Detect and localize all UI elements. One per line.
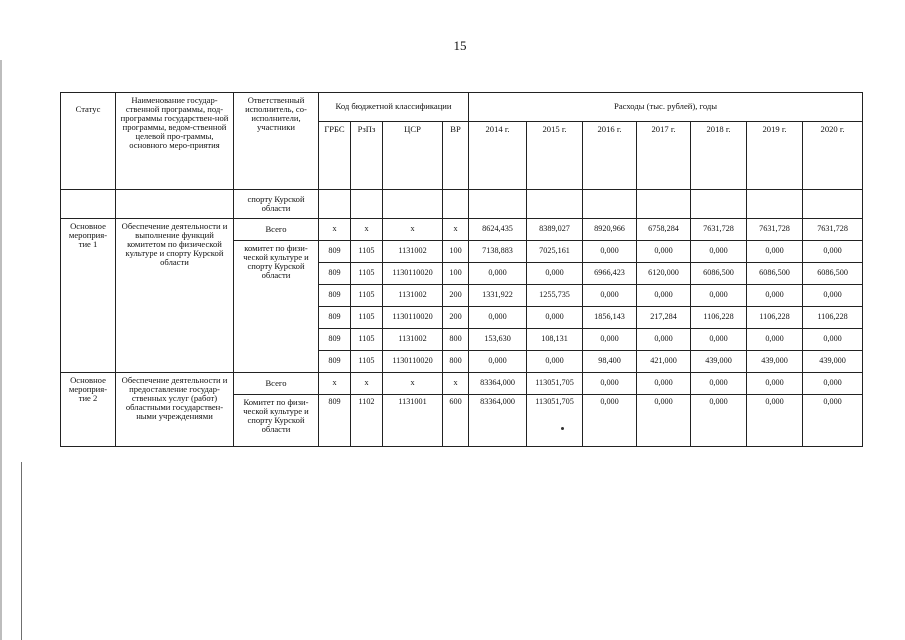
header-name: Наименование государ-ственной программы, под-программы государствен-ной программы, ведом-ственной целевой про-граммы, основного меро-приятия bbox=[116, 93, 234, 190]
table-cell: 0,000 bbox=[469, 307, 527, 329]
header-year-2017: 2017 г. bbox=[637, 122, 691, 190]
table-cell: 7631,728 bbox=[803, 219, 863, 241]
table-cell: 83364,000 bbox=[469, 395, 527, 447]
table-cell: 0,000 bbox=[583, 373, 637, 395]
table-cell: 1102 bbox=[351, 395, 383, 447]
table-cell: 1131002 bbox=[383, 285, 443, 307]
table-cell: 0,000 bbox=[803, 241, 863, 263]
table-cell: 217,284 bbox=[637, 307, 691, 329]
header-year-2015: 2015 г. bbox=[527, 122, 583, 190]
activity1-total-row bbox=[61, 219, 863, 241]
table-cell: 83364,000 bbox=[469, 373, 527, 395]
header-year-2018: 2018 г. bbox=[691, 122, 747, 190]
activity2-executor: Комитет по физи-ческой культуре и спорту Курской области bbox=[234, 395, 319, 447]
table-cell: 0,000 bbox=[747, 285, 803, 307]
table-cell: 600 bbox=[443, 395, 469, 447]
table-cell: 8389,027 bbox=[527, 219, 583, 241]
table-cell: х bbox=[351, 373, 383, 395]
table-cell: 1105 bbox=[351, 285, 383, 307]
header-row-1 bbox=[61, 93, 863, 122]
table-cell: 0,000 bbox=[583, 241, 637, 263]
header-executor: Ответственный исполнитель, со-исполнители, участники bbox=[234, 93, 319, 190]
table-cell: 0,000 bbox=[637, 241, 691, 263]
table-cell: 6966,423 bbox=[583, 263, 637, 285]
header-expenses: Расходы (тыс. рублей), годы bbox=[469, 93, 863, 122]
scan-speck bbox=[561, 427, 564, 430]
table-cell: 809 bbox=[319, 263, 351, 285]
header-year-2020: 2020 г. bbox=[803, 122, 863, 190]
table-cell: 0,000 bbox=[637, 329, 691, 351]
table-cell: 200 bbox=[443, 307, 469, 329]
table-cell: 809 bbox=[319, 285, 351, 307]
table-cell: 0,000 bbox=[691, 241, 747, 263]
activity2-total-row bbox=[61, 373, 863, 395]
table-cell: 98,400 bbox=[583, 351, 637, 373]
table-cell: 0,000 bbox=[803, 395, 863, 447]
activity1-name: Обеспечение деятельности и выполнение функций комитетом по физической культуре и спорту Курской области bbox=[116, 219, 234, 373]
table-cell: 0,000 bbox=[691, 329, 747, 351]
header-status: Статус bbox=[61, 93, 116, 190]
table-cell: 439,000 bbox=[691, 351, 747, 373]
header-col-rzpz: РзПз bbox=[351, 122, 383, 190]
table-cell: 0,000 bbox=[803, 285, 863, 307]
table-cell: 200 bbox=[443, 285, 469, 307]
table-cell: 1105 bbox=[351, 307, 383, 329]
table-cell: 800 bbox=[443, 329, 469, 351]
page-number: 15 bbox=[453, 38, 467, 53]
table-cell: х bbox=[319, 219, 351, 241]
header-col-csr: ЦСР bbox=[383, 122, 443, 190]
table-cell: 1105 bbox=[351, 351, 383, 373]
table-cell: 0,000 bbox=[637, 373, 691, 395]
header-year-2016: 2016 г. bbox=[583, 122, 637, 190]
table-cell: 0,000 bbox=[527, 351, 583, 373]
table-cell: 1130110020 bbox=[383, 351, 443, 373]
table-cell: 1130110020 bbox=[383, 263, 443, 285]
table-cell: 0,000 bbox=[803, 329, 863, 351]
table-cell: 800 bbox=[443, 351, 469, 373]
table-cell: 6120,000 bbox=[637, 263, 691, 285]
table-cell: 0,000 bbox=[527, 263, 583, 285]
table-cell: 0,000 bbox=[583, 395, 637, 447]
header-year-2019: 2019 г. bbox=[747, 122, 803, 190]
table-cell: 1106,228 bbox=[803, 307, 863, 329]
budget-table bbox=[60, 92, 863, 447]
table-cell: 1856,143 bbox=[583, 307, 637, 329]
table-cell: 7631,728 bbox=[691, 219, 747, 241]
table-cell: 0,000 bbox=[583, 285, 637, 307]
activity1-total-label: Всего bbox=[234, 219, 319, 241]
table-cell: 0,000 bbox=[803, 373, 863, 395]
table-cell: 1106,228 bbox=[691, 307, 747, 329]
header-budget-code: Код бюджетной классификации bbox=[319, 93, 469, 122]
table-cell: 809 bbox=[319, 329, 351, 351]
table-cell: 108,131 bbox=[527, 329, 583, 351]
table-cell: 421,000 bbox=[637, 351, 691, 373]
table-cell: 100 bbox=[443, 241, 469, 263]
scan-artifact-line bbox=[21, 462, 22, 640]
table-cell: 0,000 bbox=[469, 263, 527, 285]
header-col-vr: ВР bbox=[443, 122, 469, 190]
table-cell: 0,000 bbox=[691, 395, 747, 447]
table-cell: 809 bbox=[319, 395, 351, 447]
table-cell: 1106,228 bbox=[747, 307, 803, 329]
table-cell: 1255,735 bbox=[527, 285, 583, 307]
table-cell: 7631,728 bbox=[747, 219, 803, 241]
table-cell: 6086,500 bbox=[803, 263, 863, 285]
carryover-executor: спорту Курской области bbox=[234, 190, 319, 219]
header-col-grbs: ГРБС bbox=[319, 122, 351, 190]
activity1-executor: комитет по физи-ческой культуре и спорту Курской области bbox=[234, 241, 319, 373]
table-cell: х bbox=[383, 219, 443, 241]
table-cell: 0,000 bbox=[747, 241, 803, 263]
table-cell: 0,000 bbox=[469, 351, 527, 373]
table-cell: 809 bbox=[319, 241, 351, 263]
carryover-row bbox=[61, 190, 863, 219]
table-cell: 1105 bbox=[351, 241, 383, 263]
table-cell: 7138,883 bbox=[469, 241, 527, 263]
table-cell: х bbox=[351, 219, 383, 241]
table-cell: 100 bbox=[443, 263, 469, 285]
table-cell: 0,000 bbox=[691, 285, 747, 307]
table-cell: 0,000 bbox=[637, 285, 691, 307]
table-cell: 6086,500 bbox=[747, 263, 803, 285]
table-cell: 1105 bbox=[351, 329, 383, 351]
table-cell: 1105 bbox=[351, 263, 383, 285]
scan-edge bbox=[0, 60, 2, 640]
table-cell: х bbox=[383, 373, 443, 395]
table-cell: 8920,966 bbox=[583, 219, 637, 241]
table-cell: 6086,500 bbox=[691, 263, 747, 285]
table-cell: 1131002 bbox=[383, 329, 443, 351]
table-cell: 0,000 bbox=[637, 395, 691, 447]
table-cell: 809 bbox=[319, 307, 351, 329]
activity2-name: Обеспечение деятельности и предоставление государ-ственных услуг (работ) областными государствен-ными учреждениями bbox=[116, 373, 234, 447]
header-year-2014: 2014 г. bbox=[469, 122, 527, 190]
table-cell: 153,630 bbox=[469, 329, 527, 351]
table-cell: 113051,705 bbox=[527, 373, 583, 395]
table-cell: 7025,161 bbox=[527, 241, 583, 263]
table-cell: х bbox=[319, 373, 351, 395]
table-cell: 1331,922 bbox=[469, 285, 527, 307]
table-cell: х bbox=[443, 373, 469, 395]
table-cell: 1130110020 bbox=[383, 307, 443, 329]
table-cell: 1131001 bbox=[383, 395, 443, 447]
table-cell: 439,000 bbox=[747, 351, 803, 373]
activity1-status: Основное мероприя-тие 1 bbox=[61, 219, 116, 373]
activity2-status: Основное мероприя-тие 2 bbox=[61, 373, 116, 447]
table-cell: 0,000 bbox=[747, 329, 803, 351]
table-cell: 0,000 bbox=[527, 307, 583, 329]
table-cell: 0,000 bbox=[747, 395, 803, 447]
table-cell: 439,000 bbox=[803, 351, 863, 373]
table-cell: 809 bbox=[319, 351, 351, 373]
table-cell: 0,000 bbox=[747, 373, 803, 395]
table-cell: 0,000 bbox=[583, 329, 637, 351]
activity2-total-label: Всего bbox=[234, 373, 319, 395]
table-cell: 6758,284 bbox=[637, 219, 691, 241]
table-cell: 1131002 bbox=[383, 241, 443, 263]
table-cell: 8624,435 bbox=[469, 219, 527, 241]
table-cell: х bbox=[443, 219, 469, 241]
table-cell: 0,000 bbox=[691, 373, 747, 395]
table-cell: 113051,705 bbox=[527, 395, 583, 447]
